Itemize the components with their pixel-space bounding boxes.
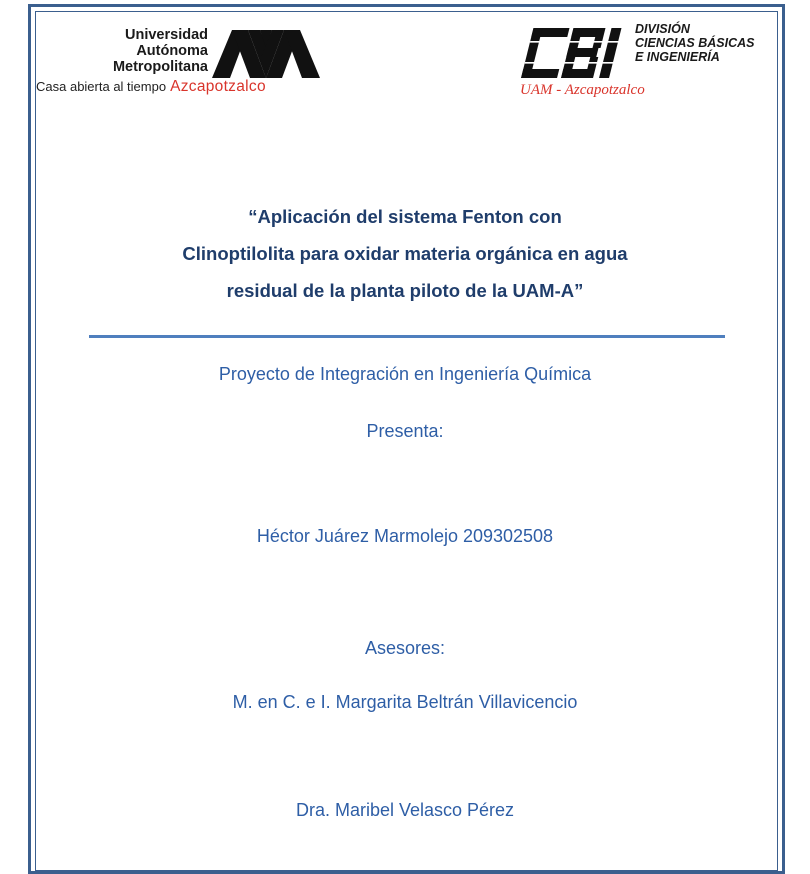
cbi-division	[635, 22, 754, 64]
uam-name	[113, 27, 208, 75]
advisor-name: M. en C. e I. Margarita Beltrán Villavicencio	[232, 692, 578, 712]
presenter-label: Presenta:	[366, 421, 444, 441]
presenter-name: Héctor Juárez Marmolejo 209302508	[256, 526, 554, 546]
title-divider	[89, 335, 725, 338]
title-line: “Aplicación del sistema Fenton con	[248, 206, 562, 227]
cbi-logo	[516, 22, 776, 102]
advisors-label: Asesores:	[364, 638, 446, 658]
uam-name-line: Metropolitana	[112, 59, 208, 75]
uam-name-line: Universidad	[125, 27, 208, 43]
campus-name: Azcapotzalco	[170, 78, 266, 95]
division-line: E INGENIERÍA	[635, 50, 720, 64]
document-title	[60, 198, 750, 309]
division-line: CIENCIAS BÁSICAS	[635, 36, 755, 50]
cbi-logo-icon	[516, 26, 632, 80]
uam-logo-icon	[212, 30, 320, 78]
title-line: Clinoptilolita para oxidar materia orgánica en agua	[182, 243, 628, 264]
uam-logo	[36, 22, 326, 102]
uam-name-line: Autónoma	[136, 43, 208, 59]
advisor-name: Dra. Maribel Velasco Pérez	[295, 800, 515, 820]
project-name: Proyecto de Integración en Ingeniería Química	[218, 364, 592, 384]
cbi-subtitle: UAM - Azcapotzalco	[520, 82, 645, 98]
uam-tagline	[36, 78, 266, 96]
title-line: residual de la planta piloto de la UAM-A”	[226, 280, 584, 301]
tagline-text: Casa abierta al tiempo	[36, 79, 167, 94]
division-line: DIVISIÓN	[635, 22, 690, 36]
